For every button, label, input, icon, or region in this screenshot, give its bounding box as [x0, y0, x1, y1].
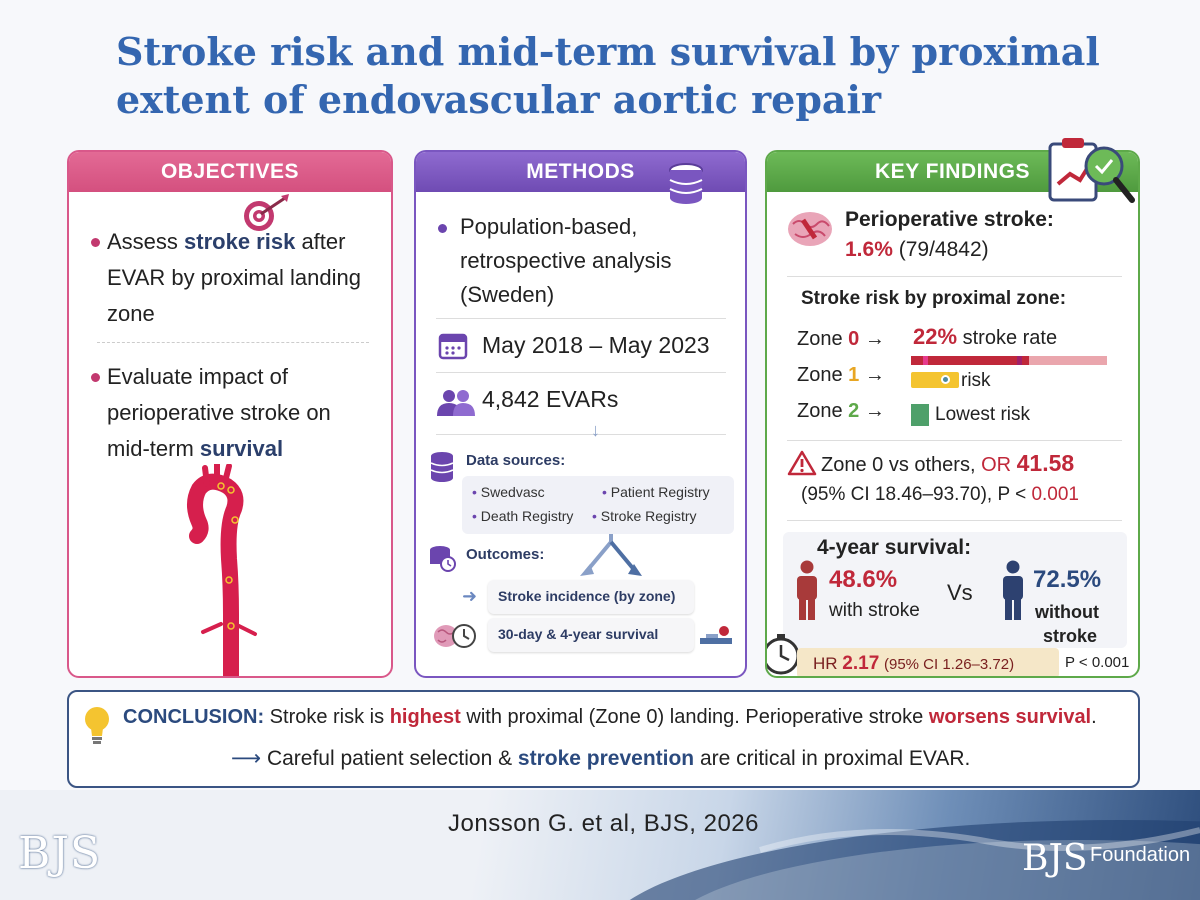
- objectives-panel: [67, 150, 393, 678]
- divider: [436, 434, 726, 435]
- outcomes-label: Outcomes:: [466, 546, 545, 563]
- evar-count: 4,842 EVARs: [482, 386, 619, 412]
- study-design: Population-based, retrospective analysis (Sweden): [460, 214, 672, 307]
- zone-2-row: Zone 2 →: [797, 400, 885, 422]
- odds-ratio: Zone 0 vs others, OR 41.58: [821, 450, 1075, 476]
- people-icon: [436, 388, 476, 418]
- survival-without-stroke-pct: 72.5%: [1033, 566, 1102, 593]
- zone-2-text: Lowest risk: [935, 404, 1031, 425]
- data-source-item: • Death Registry: [472, 508, 574, 524]
- conclusion-box: [67, 690, 1140, 788]
- calendar-icon: [438, 330, 468, 360]
- survival-with-stroke-pct: 48.6%: [829, 566, 898, 593]
- objective-2: Evaluate impact of perioperative stroke on mid-term survival: [107, 364, 331, 461]
- divider: [97, 342, 369, 343]
- methods-header: METHODS: [416, 152, 745, 192]
- page-title: Stroke risk and mid-term survival by proximal extent of endovascular aortic repair: [116, 29, 1100, 122]
- zone-heading: Stroke risk by proximal zone:: [801, 288, 1067, 309]
- bjs-logo-right: BJS: [1022, 838, 1088, 879]
- database-small-icon: [428, 450, 456, 484]
- data-source-item: • Patient Registry: [602, 484, 710, 500]
- outcome-card: [488, 580, 694, 614]
- findings-header: KEY FINDINGS: [767, 152, 1138, 192]
- zone-1-row: Zone 1 →: [797, 364, 885, 386]
- periop-stroke-value: 1.6% (79/4842): [845, 238, 989, 261]
- hazard-ratio: HR 2.17 (95% CI 1.26–3.72): [813, 653, 1015, 674]
- zone-2-bar: [911, 404, 929, 426]
- split-arrows-icon: [576, 532, 646, 580]
- outcome-2: 30-day & 4-year survival: [498, 626, 659, 642]
- data-source-item: • Swedvasc: [472, 484, 545, 500]
- brain-icon: [785, 208, 835, 248]
- person-with-stroke-icon: [793, 560, 821, 622]
- outcome-1: Stroke incidence (by zone): [498, 588, 676, 604]
- citation: Jonsson G. et al, BJS, 2026: [448, 810, 760, 837]
- zone-1-bar: [911, 372, 959, 388]
- bullet-icon: [91, 238, 100, 247]
- divider: [787, 276, 1122, 277]
- warning-icon: [787, 450, 817, 476]
- brain-clock-icon: [432, 618, 478, 652]
- arrow-right-icon: ➜: [462, 586, 478, 606]
- conclusion-line-1: CONCLUSION: Stroke risk is highest with proximal (Zone 0) landing. Perioperative stroke worsens survival.: [123, 706, 1097, 728]
- data-source-item: • Stroke Registry: [592, 508, 697, 524]
- study-period: May 2018 – May 2023: [482, 332, 710, 358]
- arrow-down-icon: ↓: [591, 420, 600, 440]
- database-icon: [664, 162, 708, 206]
- person-without-stroke-icon: [999, 560, 1027, 622]
- patient-bed-icon: [698, 622, 734, 648]
- survival-without-stroke-label-1: without: [1035, 602, 1099, 622]
- survival-heading: 4-year survival:: [817, 536, 972, 559]
- bullet-icon: [91, 373, 100, 382]
- versus-label: Vs: [947, 580, 973, 605]
- survival-without-stroke-label-2: stroke: [1043, 626, 1098, 646]
- findings-panel: [765, 150, 1140, 678]
- zone-0-row: Zone 0 →: [797, 328, 885, 350]
- data-sources-label: Data sources:: [466, 452, 566, 469]
- bullet-icon: [438, 224, 447, 233]
- periop-stroke-label: Perioperative stroke:: [845, 208, 1054, 231]
- zone-0-result: 22% stroke rate: [913, 324, 1058, 349]
- hazard-ratio-p: P < 0.001: [1065, 654, 1130, 671]
- hazard-ratio-box: [797, 648, 1059, 678]
- objective-1: Assess stroke risk after EVAR by proximal landing zone: [107, 229, 361, 326]
- odds-ratio-ci: (95% CI 18.46–93.70), P < 0.001: [801, 484, 1079, 505]
- zone-0-bar: [911, 356, 1107, 365]
- divider: [436, 372, 726, 373]
- outcome-card: [488, 618, 694, 652]
- footer: [0, 790, 1200, 900]
- foundation-label: Foundation: [1090, 844, 1191, 866]
- aorta-illustration-icon: [169, 464, 269, 678]
- lightbulb-icon: [83, 704, 111, 748]
- conclusion-line-2: ⟶ Careful patient selection & stroke prevention are critical in proximal EVAR.: [231, 747, 971, 770]
- bjs-logo-left: BJS: [18, 828, 102, 879]
- divider: [436, 318, 726, 319]
- divider: [787, 440, 1122, 441]
- data-sources-card: [462, 476, 734, 534]
- divider: [787, 520, 1122, 521]
- outcomes-icon: [428, 544, 458, 574]
- zone-1-text: risk: [961, 370, 991, 391]
- methods-panel: [414, 150, 747, 678]
- survival-with-stroke-label: with stroke: [829, 600, 920, 621]
- objectives-header: OBJECTIVES: [69, 152, 391, 192]
- clipboard-magnifier-icon: [1044, 136, 1136, 208]
